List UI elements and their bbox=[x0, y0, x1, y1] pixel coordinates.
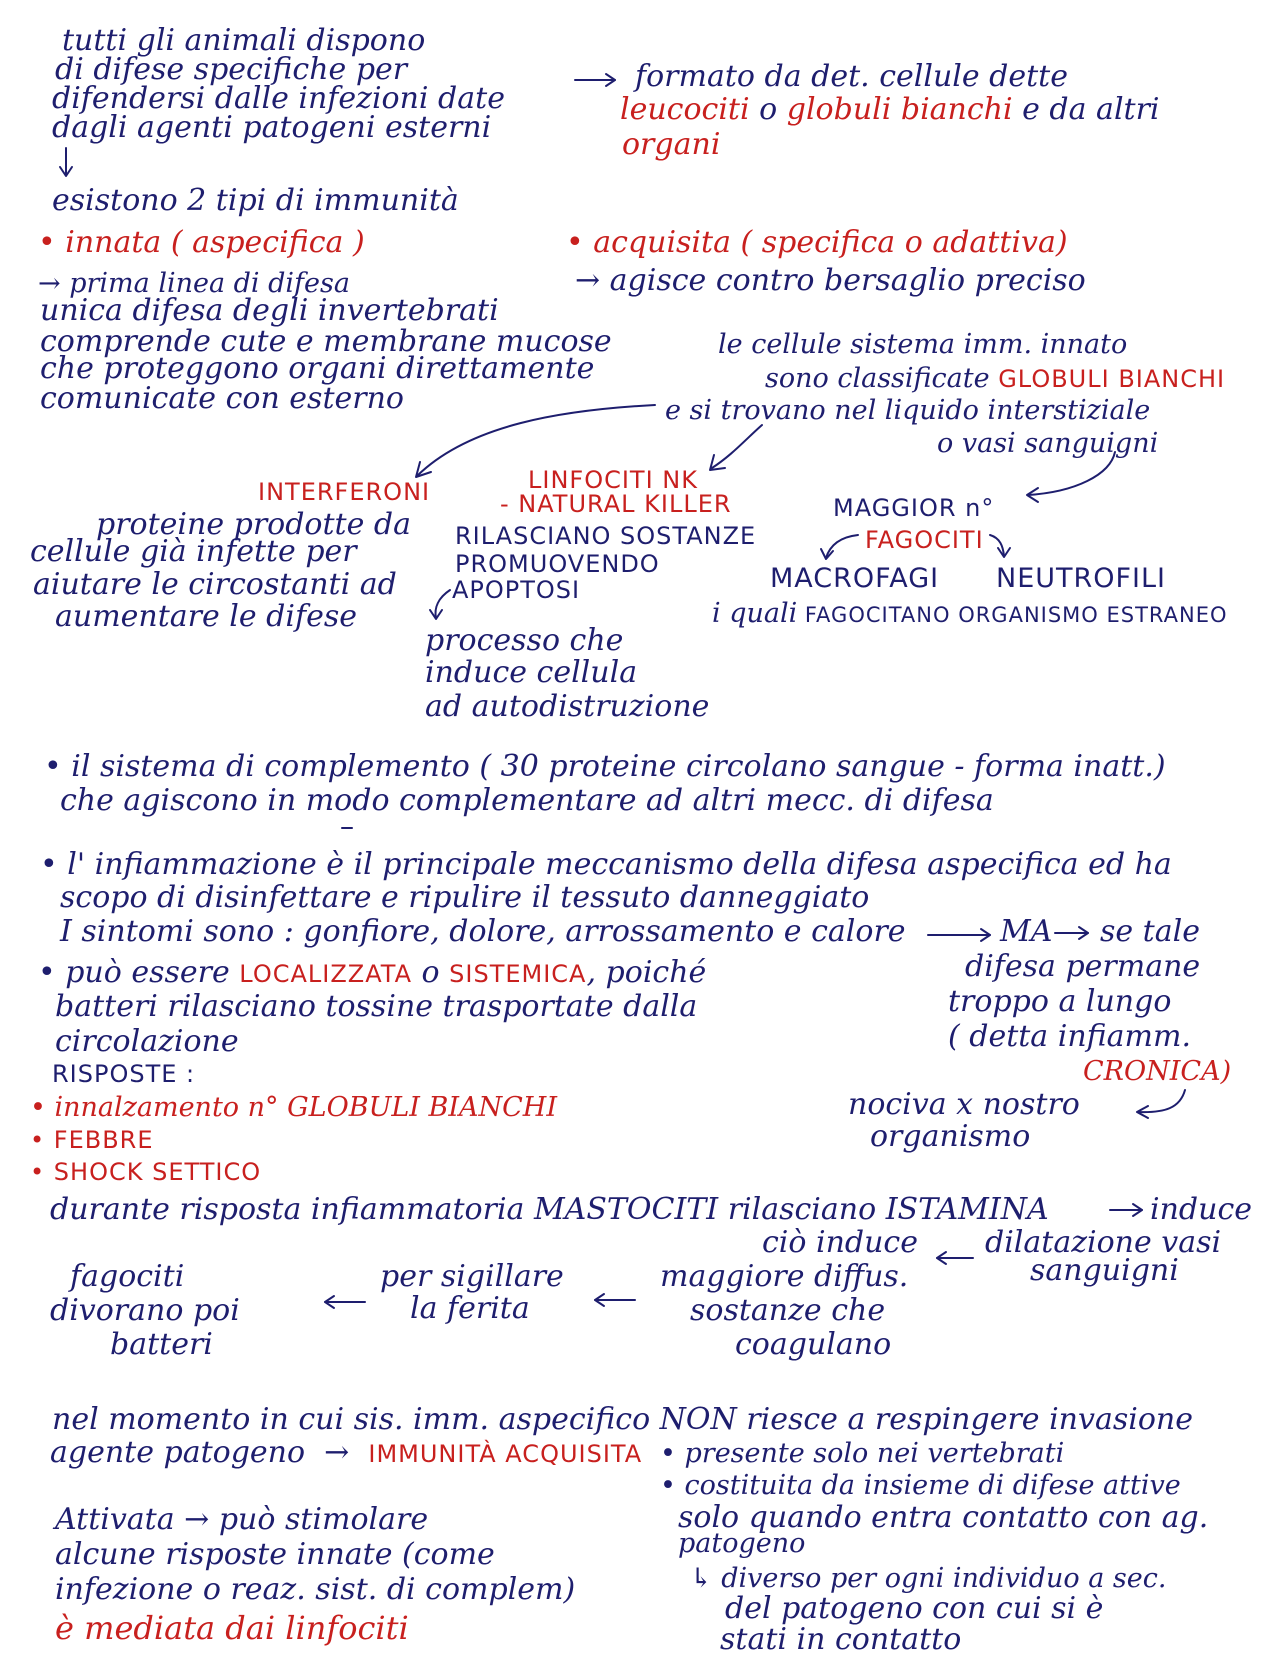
nociva-line-1: nociva x nostro bbox=[848, 1087, 1080, 1122]
globuli-bianchi-term: globuli bianchi bbox=[786, 92, 1013, 127]
interferoni-title: INTERFERONI bbox=[258, 478, 431, 506]
natural-killer-title: - NATURAL KILLER bbox=[500, 490, 732, 518]
side-line-2: difesa permane bbox=[965, 949, 1201, 984]
diverso-line-2: del patogeno con cui si è bbox=[725, 1591, 1104, 1626]
sigillare-line-1: per sigillare bbox=[380, 1259, 564, 1294]
arrow-intro-right-icon bbox=[575, 74, 615, 86]
arrow-to-ma-icon bbox=[928, 929, 990, 941]
complemento-line-2: che agiscono in modo complementare ad altri mecc. di difesa bbox=[60, 783, 994, 818]
formed-by-text: formato da det. cellule dette bbox=[635, 59, 1068, 94]
interferoni-line-2: cellule già infette per bbox=[30, 534, 357, 569]
arrow-to-macrofagi-icon bbox=[821, 535, 858, 559]
arrow-istamina-to-induce-icon bbox=[1110, 1204, 1142, 1216]
or-word: o bbox=[759, 92, 778, 127]
intro-line-3: difendersi dalle infezioni date bbox=[52, 81, 505, 116]
innata-title: • innata ( aspecifica ) bbox=[38, 225, 365, 260]
apoptosi-def-3: ad autodistruzione bbox=[425, 689, 710, 724]
innata-line-3: comprende cute e membrane mucose bbox=[40, 324, 612, 359]
cells-line-3: e si trovano nel liquido interstiziale bbox=[665, 395, 1151, 426]
arrow-ma-to-side-icon bbox=[1055, 927, 1088, 939]
and-others-text: e da altri bbox=[1022, 92, 1160, 127]
attivata-line-1: Attivata → può stimolare bbox=[55, 1502, 429, 1537]
acq-bullet-3: solo quando entra contatto con ag. bbox=[678, 1500, 1209, 1535]
immunita-acquisita-term: IMMUNITÀ ACQUISITA bbox=[368, 1440, 643, 1468]
side-line-1: se tale bbox=[1100, 914, 1200, 949]
linfociti-nk-title: LINFOCITI NK bbox=[528, 466, 698, 494]
nk-line-1: RILASCIANO SOSTANZE bbox=[455, 522, 757, 550]
puo-essere-text: • può essere bbox=[38, 955, 230, 990]
poiche-text: , poiché bbox=[586, 955, 707, 990]
attivata-line-3: infezione o reaz. sist. di complem) bbox=[55, 1572, 576, 1607]
batteri-line: batteri rilasciano tossine trasportate dalla bbox=[55, 989, 698, 1024]
intro-line-2: di difese specifiche per bbox=[55, 52, 408, 87]
induce-text: induce bbox=[1150, 1192, 1252, 1227]
diverso-line-3: stati in contatto bbox=[720, 1622, 962, 1657]
side-line-3: troppo a lungo bbox=[948, 984, 1172, 1019]
cio-induce-text: ciò induce bbox=[762, 1225, 918, 1260]
organi-term: organi bbox=[622, 127, 721, 162]
cells-classified-text: sono classificate bbox=[765, 363, 990, 394]
risposta-febbre: • FEBBRE bbox=[30, 1126, 154, 1154]
innata-line-4: che proteggono organi direttamente bbox=[40, 351, 595, 386]
ma-label: MA bbox=[1000, 914, 1053, 949]
arrow-cronica-to-nociva-icon bbox=[1137, 1090, 1185, 1118]
interferoni-line-4: aumentare le difese bbox=[55, 599, 357, 634]
innata-line-1: → prima linea di difesa bbox=[38, 268, 350, 299]
acq-bullet-1: • presente solo nei vertebrati bbox=[660, 1438, 1065, 1469]
macrofagi-label: MACROFAGI bbox=[770, 563, 940, 594]
maggiore-line-3: coagulano bbox=[735, 1327, 892, 1362]
leucociti-term: leucociti bbox=[620, 92, 750, 127]
dilatazione-line-2: sanguigni bbox=[1030, 1253, 1179, 1288]
nk-line-3: APOPTOSI bbox=[452, 576, 581, 604]
acq-bullet-4: patogeno bbox=[678, 1528, 806, 1559]
acq-line-1: nel momento in cui sis. imm. aspecifico NON riesce a respingere invasione bbox=[52, 1402, 1193, 1437]
intro-line-1: tutti gli animali dispono bbox=[62, 23, 426, 58]
arrow-to-neutrofili-icon bbox=[990, 535, 1010, 557]
fagociti-flow-2: divorano poi bbox=[50, 1293, 240, 1328]
intro-line-4: dagli agenti patogeni esterni bbox=[52, 110, 492, 145]
i-quali-text: i quali bbox=[712, 598, 798, 629]
arrow-intro-down-icon bbox=[60, 148, 72, 176]
arrow-to-sigillare-icon bbox=[595, 1294, 635, 1306]
apoptosi-def-1: processo che bbox=[425, 623, 624, 658]
infiammazione-line-3: I sintomi sono : gonfiore, dolore, arrossamento e calore bbox=[60, 914, 906, 949]
circolazione-line: circolazione bbox=[55, 1024, 239, 1059]
dilatazione-line-1: dilatazione vasi bbox=[985, 1225, 1222, 1260]
sistemica-term: SISTEMICA bbox=[449, 960, 587, 988]
arrow-to-linfociti-icon bbox=[710, 425, 762, 470]
risposta-globuli: • innalzamento n° GLOBULI BIANCHI bbox=[30, 1092, 558, 1123]
attivata-line-2: alcune risposte innate (come bbox=[55, 1537, 495, 1572]
cells-line-1: le cellule sistema imm. innato bbox=[718, 329, 1128, 360]
o-word: o bbox=[421, 955, 440, 990]
maggiore-line-1: maggiore diffus. bbox=[660, 1259, 909, 1294]
cells-line-4: o vasi sanguigni bbox=[937, 428, 1159, 459]
arrow-to-apoptosi-def-icon bbox=[430, 590, 450, 619]
acq-bullet-2: • costituita da insieme di difese attive bbox=[660, 1470, 1181, 1501]
nociva-line-2: organismo bbox=[870, 1119, 1031, 1154]
risposta-shock: • SHOCK SETTICO bbox=[30, 1158, 262, 1186]
diverso-line-1: ↳ diverso per ogni individuo a sec. bbox=[690, 1563, 1167, 1594]
types-heading: esistono 2 tipi di immunità bbox=[52, 183, 459, 218]
acquisita-title: • acquisita ( specifica o adattiva) bbox=[566, 225, 1068, 260]
fagociti-title: FAGOCITI bbox=[865, 526, 984, 554]
arrow-to-fagociti-icon bbox=[1027, 452, 1115, 502]
durante-line: durante risposta infiammatoria MASTOCITI rilasciano ISTAMINA bbox=[50, 1192, 1049, 1227]
complemento-line-1: • il sistema di complemento ( 30 proteine circolano sangue - forma inatt.) bbox=[44, 749, 1166, 784]
side-line-4: ( detta infiamm. bbox=[948, 1019, 1191, 1054]
fagocitano-text: FAGOCITANO ORGANISMO ESTRANEO bbox=[804, 603, 1228, 627]
apoptosi-def-2: induce cellula bbox=[425, 655, 638, 690]
maggiore-line-2: sostanze che bbox=[690, 1293, 886, 1328]
arrow-to-cio-induce-icon bbox=[937, 1252, 973, 1264]
infiammazione-line-1: • l' infiammazione è il principale meccanismo della difesa aspecifica ed ha bbox=[40, 847, 1172, 882]
infiammazione-line-2: scopo di disinfettare e ripulire il tessuto danneggiato bbox=[60, 880, 870, 915]
interferoni-line-1: proteine prodotte da bbox=[96, 507, 411, 542]
interferoni-line-3: aiutare le circostanti ad bbox=[33, 567, 397, 602]
innata-line-5: comunicate con esterno bbox=[40, 381, 404, 416]
arrow-to-interferoni-icon bbox=[416, 405, 655, 477]
fagociti-flow-3: batteri bbox=[110, 1327, 213, 1362]
nk-line-2: PROMUOVENDO bbox=[455, 550, 660, 578]
acquisita-line: → agisce contro bersaglio preciso bbox=[575, 263, 1086, 298]
fagociti-flow-1: fagociti bbox=[70, 1259, 185, 1294]
agente-patogeno-text: agente patogeno bbox=[50, 1435, 306, 1470]
mediata-line: è mediata dai linfociti bbox=[55, 1609, 409, 1647]
arrow-to-fagociti-flow-icon bbox=[325, 1296, 365, 1308]
risposte-label: RISPOSTE : bbox=[52, 1060, 196, 1088]
localizzata-term: LOCALIZZATA bbox=[239, 960, 412, 988]
neutrofili-label: NEUTROFILI bbox=[996, 563, 1167, 594]
maggior-numero: MAGGIOR n° bbox=[833, 494, 995, 522]
globuli-bianchi-caps: GLOBULI BIANCHI bbox=[998, 365, 1226, 393]
sigillare-line-2: la ferita bbox=[410, 1291, 530, 1326]
cronica-label: CRONICA) bbox=[1083, 1056, 1232, 1087]
innata-line-2: unica difesa degli invertebrati bbox=[40, 293, 499, 328]
acq-line-2: agente patogeno → IMMUNITÀ ACQUISITA bbox=[50, 1435, 643, 1470]
